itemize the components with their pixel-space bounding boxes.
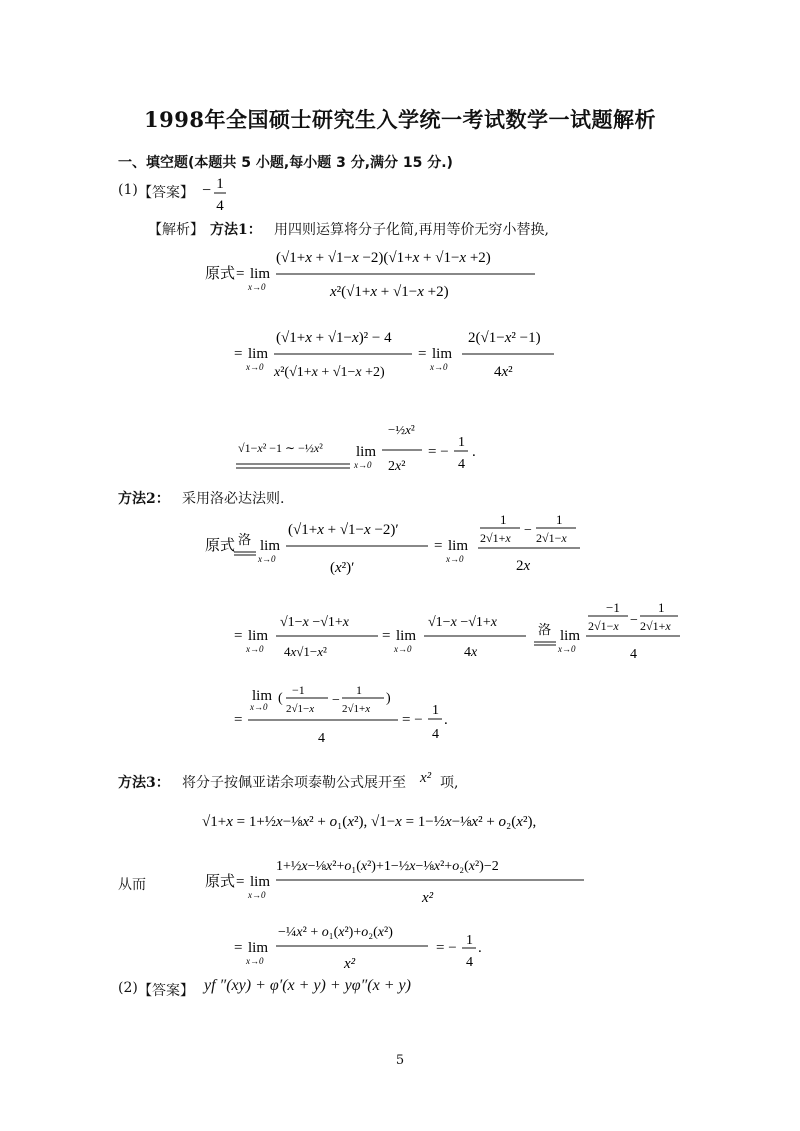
method2-label: 方法2： [118, 491, 170, 507]
svg-text:x²: x² [422, 890, 434, 906]
svg-text:lim: lim [432, 346, 453, 362]
svg-text:lim: lim [252, 688, 273, 704]
svg-text:lim: lim [396, 628, 417, 644]
svg-text:−1: −1 [292, 683, 305, 697]
svg-text:.: . [472, 444, 476, 460]
svg-text:x²: x² [344, 956, 356, 972]
svg-text:2√1−x: 2√1−x [286, 703, 315, 715]
svg-text:4: 4 [458, 457, 465, 472]
svg-text:x→0: x→0 [246, 644, 264, 654]
svg-text:√1−x −√1+x: √1−x −√1+x [280, 615, 350, 630]
q1-answer-value [200, 170, 240, 216]
svg-text:.: . [478, 940, 482, 956]
svg-text:1: 1 [500, 512, 507, 527]
svg-text:x→0: x→0 [354, 460, 372, 470]
svg-text:= −: = − [436, 940, 457, 956]
svg-text:−¼x² + o₁(x²)+o₂(x²): −¼x² + o₁(x²)+o₂(x²) [278, 925, 393, 940]
svg-text:lim: lim [260, 538, 281, 554]
section-heading-fill-in: 一、填空题(本题共 5 小题,每小题 3 分,满分 15 分.) [118, 155, 453, 171]
equation-1 [200, 240, 560, 310]
svg-text:x→0: x→0 [246, 362, 264, 372]
svg-text:2x: 2x [516, 558, 531, 574]
svg-text:lim: lim [248, 940, 269, 956]
equation-6 [232, 680, 472, 750]
svg-text:(√1+x + √1−x)² − 4: (√1+x + √1−x)² − 4 [276, 330, 392, 346]
equation-2 [232, 320, 572, 390]
svg-text:lim: lim [250, 266, 271, 282]
svg-text:2(√1−x² −1): 2(√1−x² −1) [468, 330, 541, 346]
q2-number: (2) [118, 980, 138, 996]
svg-text:4x√1−x²: 4x√1−x² [284, 644, 327, 659]
svg-text:=: = [234, 346, 243, 362]
method1-label: 方法1： [210, 222, 262, 238]
svg-text:1: 1 [658, 600, 665, 615]
svg-text:4: 4 [630, 647, 637, 662]
svg-text:x→0: x→0 [250, 702, 268, 712]
svg-text:x→0: x→0 [246, 956, 264, 966]
svg-text:−: − [202, 182, 212, 199]
svg-text:): ) [386, 691, 391, 706]
svg-text:4x²: 4x² [494, 364, 513, 380]
svg-text:x²(√1+x + √1−x +2): x²(√1+x + √1−x +2) [274, 365, 385, 380]
svg-text:(√1+x + √1−x −2)′: (√1+x + √1−x −2)′ [288, 522, 399, 538]
svg-text:1+½x−⅛x²+o₁(x²)+1−½x−⅛x²+o₂(x²: 1+½x−⅛x²+o₁(x²)+1−½x−⅛x²+o₂(x²)−2 [276, 859, 499, 874]
congcong-text: 从而 [118, 877, 146, 893]
page-number: 5 [395, 1053, 405, 1068]
q2-answer-value: yf ″(xy) + φ′(x + y) + yφ″(x + y) [204, 977, 411, 994]
svg-text:2√1+x: 2√1+x [480, 531, 511, 545]
svg-text:1: 1 [556, 512, 563, 527]
svg-text:√1+x = 1+½x−⅛x² + o₁(x²), √1−x: √1+x = 1+½x−⅛x² + o₁(x²), √1−x = 1−½x−⅛x² + o₂(x²), [202, 814, 537, 830]
svg-text:1: 1 [466, 933, 473, 948]
svg-text:lim: lim [248, 346, 269, 362]
equation-3 [232, 412, 492, 480]
svg-text:lim: lim [248, 628, 269, 644]
svg-text:x²(√1+x + √1−x +2): x²(√1+x + √1−x +2) [330, 284, 449, 300]
svg-text:=: = [234, 712, 243, 728]
svg-text:x→0: x→0 [248, 890, 266, 900]
svg-text:(: ( [278, 691, 283, 706]
svg-text:4: 4 [318, 731, 325, 746]
svg-text:原式: 原式 [205, 538, 236, 554]
svg-text:2√1−x: 2√1−x [588, 619, 619, 633]
svg-text:−: − [630, 613, 638, 628]
svg-text:x→0: x→0 [258, 554, 276, 564]
svg-text:√1−x −√1+x: √1−x −√1+x [428, 615, 498, 630]
svg-text:−½x²: −½x² [388, 422, 415, 437]
svg-text:= −: = − [428, 444, 449, 460]
svg-text:x→0: x→0 [248, 282, 266, 292]
svg-text:−: − [332, 693, 340, 708]
svg-text:(x²)′: (x²)′ [330, 560, 355, 576]
svg-text:(√1+x + √1−x −2)(√1+x + √1−x +: (√1+x + √1−x −2)(√1+x + √1−x +2) [276, 250, 491, 266]
svg-text:√1−x² −1 ∼ −½x²: √1−x² −1 ∼ −½x² [238, 441, 323, 455]
q2-answer-label: 【答案】 [138, 983, 194, 999]
svg-text:=: = [234, 628, 243, 644]
svg-text:.: . [444, 712, 448, 728]
svg-text:1: 1 [356, 683, 362, 697]
svg-text:x→0: x→0 [430, 362, 448, 372]
equation-8 [232, 912, 492, 976]
svg-text:=: = [234, 940, 243, 956]
svg-text:4: 4 [432, 727, 439, 742]
q1-answer-label: 【答案】 [138, 185, 194, 201]
equation-7 [200, 846, 600, 910]
svg-text:x→0: x→0 [558, 644, 576, 654]
method3-suffix: 项, [440, 775, 459, 791]
svg-text:原式: 原式 [205, 874, 236, 890]
svg-text:4x: 4x [464, 645, 478, 660]
svg-text:1: 1 [216, 176, 224, 192]
svg-text:=: = [434, 538, 443, 554]
svg-text:1: 1 [432, 703, 439, 718]
svg-text:lim: lim [250, 874, 271, 890]
svg-text:lim: lim [560, 628, 581, 644]
page-title: 1998年全国硕士研究生入学统一考试数学一试题解析 [144, 107, 656, 132]
equation-4 [200, 508, 600, 588]
svg-text:洛: 洛 [538, 622, 552, 637]
svg-text:4: 4 [216, 198, 224, 214]
svg-text:2√1+x: 2√1+x [342, 703, 371, 715]
svg-text:=: = [236, 874, 245, 890]
svg-text:−1: −1 [606, 600, 620, 615]
equation-5 [232, 600, 682, 670]
svg-text:lim: lim [356, 444, 377, 460]
svg-text:=: = [382, 628, 391, 644]
svg-text:=: = [236, 266, 245, 282]
svg-text:2√1+x: 2√1+x [640, 619, 671, 633]
q1-analysis-label: 【解析】 [148, 222, 204, 238]
svg-text:x→0: x→0 [446, 554, 464, 564]
svg-text:原式: 原式 [205, 266, 236, 282]
svg-text:lim: lim [448, 538, 469, 554]
method3-label: 方法3： [118, 775, 170, 791]
svg-text:1: 1 [458, 435, 465, 450]
method3-text: 将分子按佩亚诺余项泰勒公式展开至 [182, 775, 406, 791]
svg-text:洛: 洛 [238, 532, 252, 547]
svg-text:x→0: x→0 [394, 644, 412, 654]
equation-taylor [200, 800, 620, 840]
svg-text:4: 4 [466, 955, 473, 970]
svg-text:−: − [524, 523, 532, 538]
svg-text:2x²: 2x² [388, 459, 406, 474]
method2-text: 采用洛必达法则. [182, 491, 285, 507]
method3-term: x² [420, 770, 432, 786]
svg-text:=: = [418, 346, 427, 362]
method1-text: 用四则运算将分子化简,再用等价无穷小替换, [274, 222, 549, 238]
svg-text:2√1−x: 2√1−x [536, 531, 567, 545]
q1-number: (1) [118, 182, 138, 198]
svg-text:= −: = − [402, 712, 423, 728]
